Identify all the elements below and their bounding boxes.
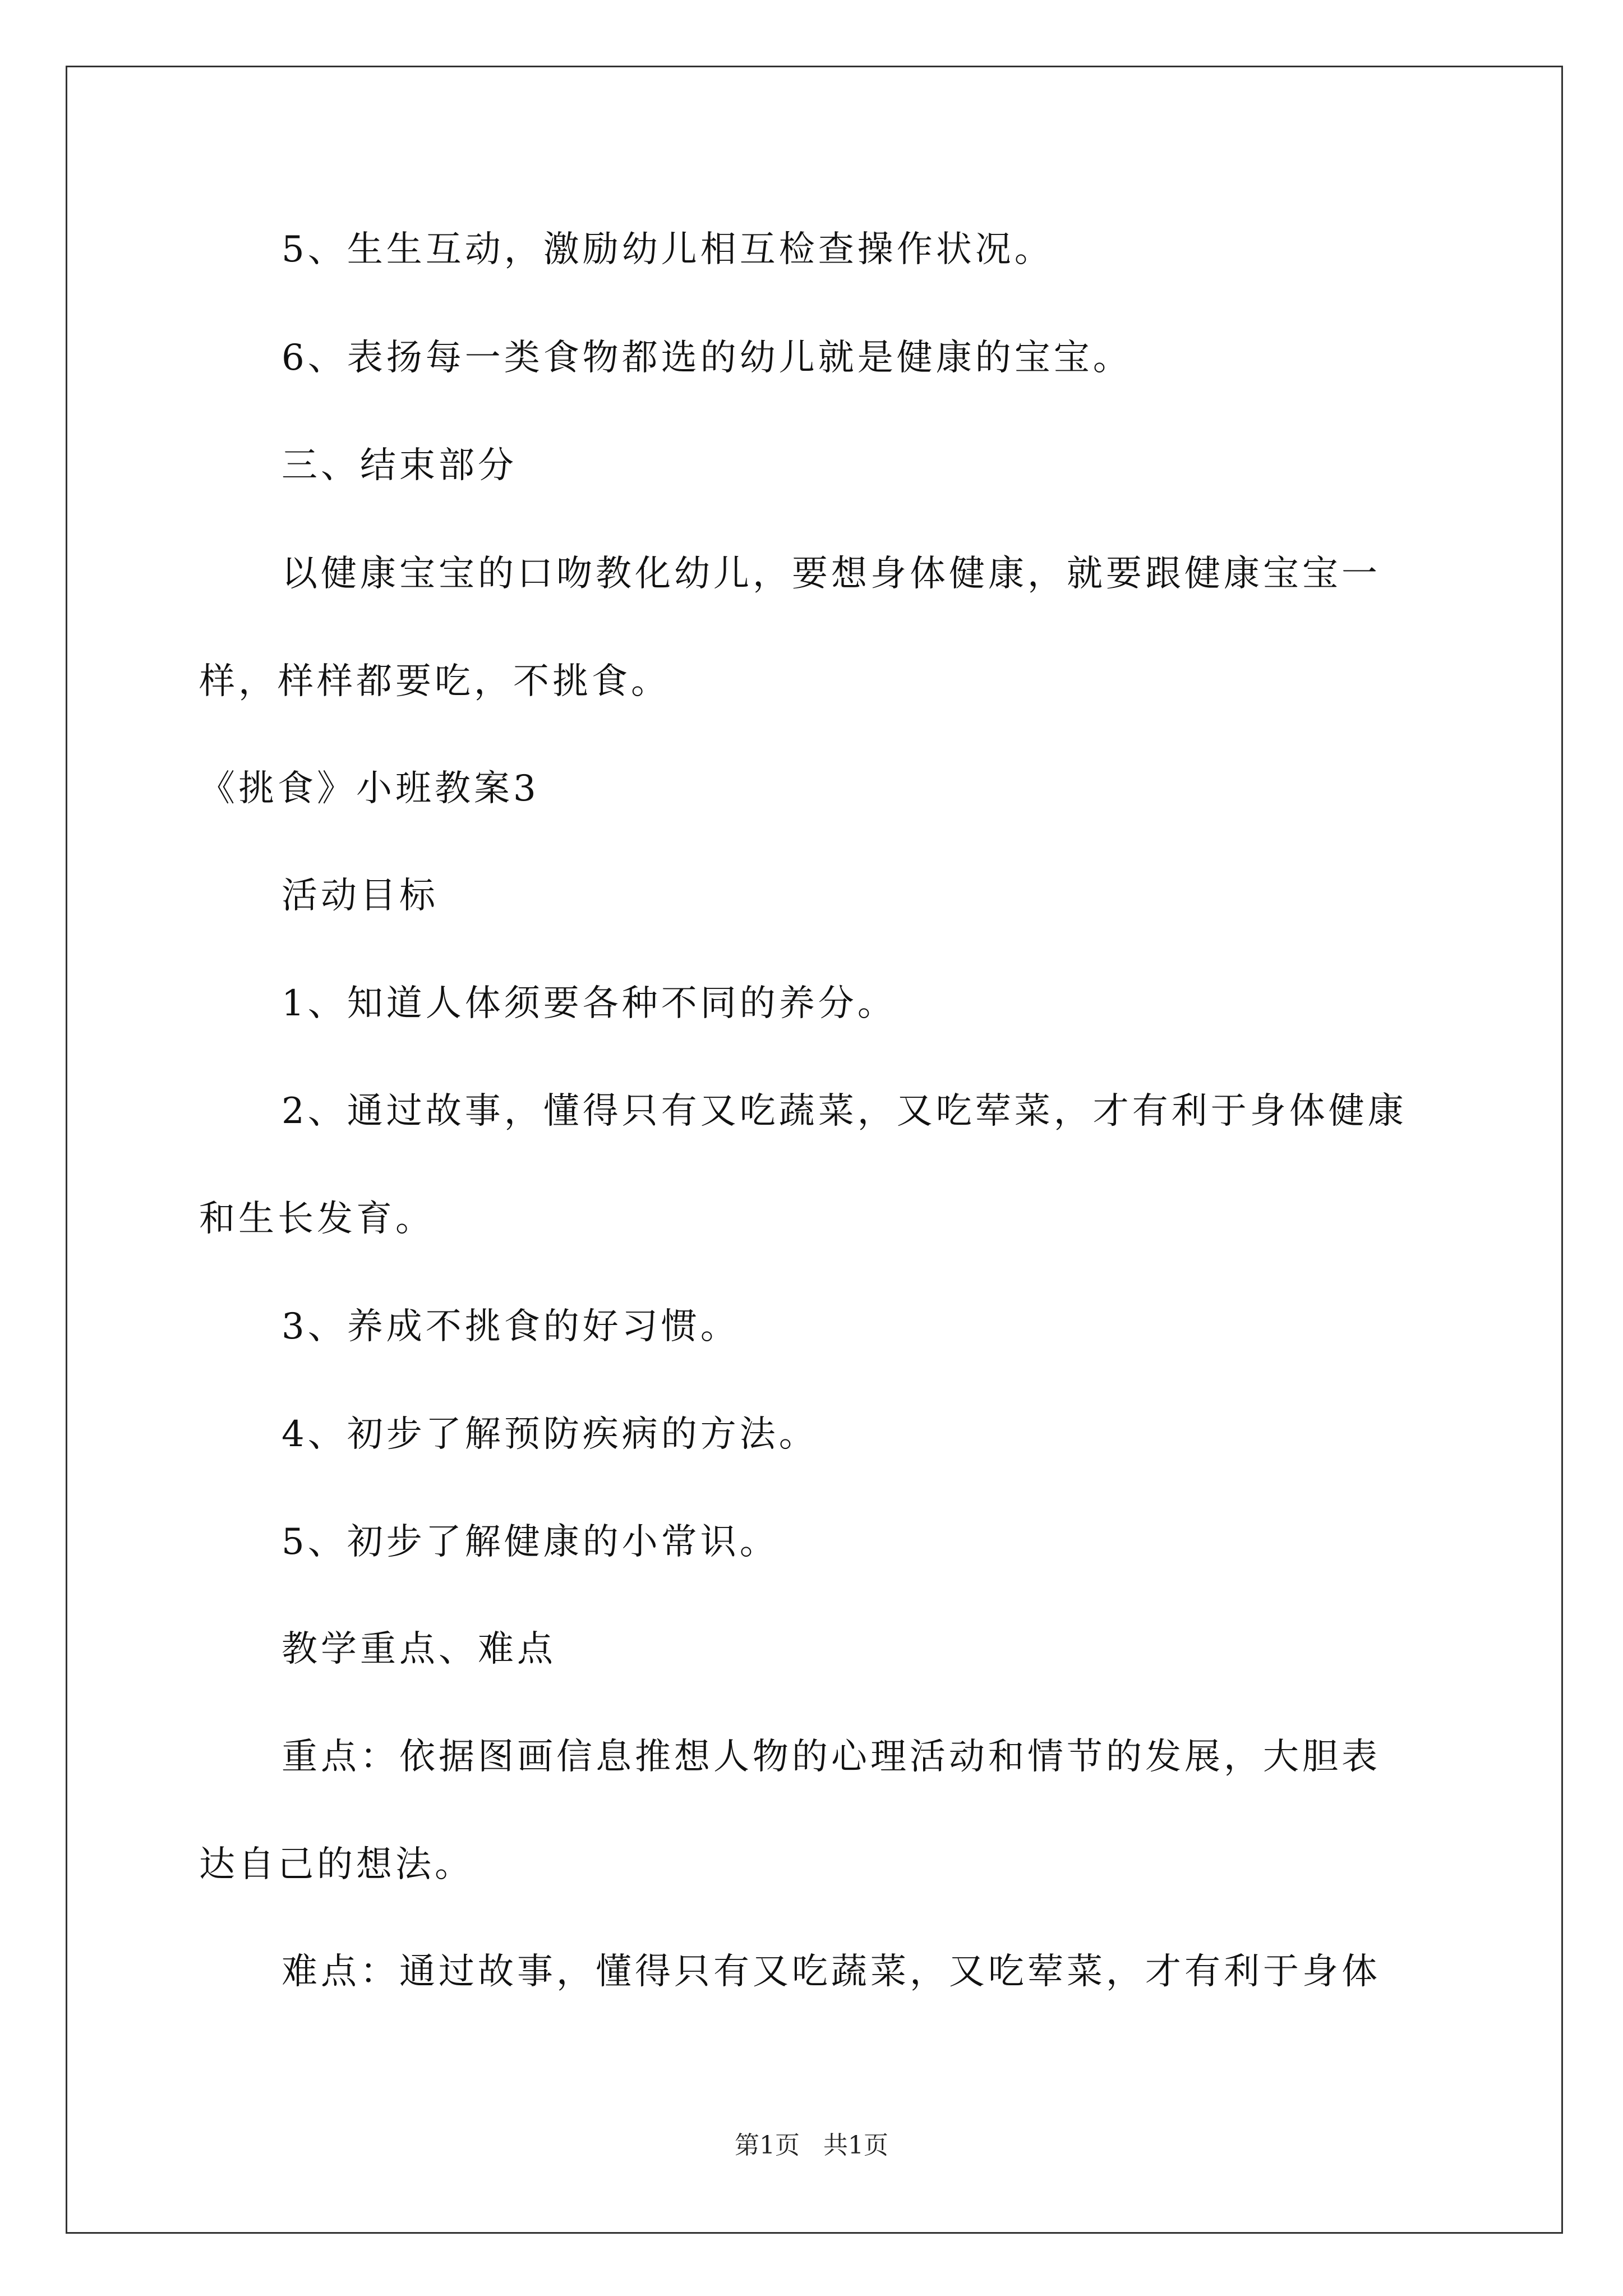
paragraph-line: 5、初步了解健康的小常识。: [282, 1521, 779, 1563]
paragraph-line: 5、生生互动，激励幼儿相互检查操作状况。: [282, 229, 1054, 270]
paragraph-line: 4、初步了解预防疾病的方法。: [282, 1414, 818, 1455]
document-title: 《挑食》小班教案3: [199, 768, 540, 809]
page-total: 共1页: [823, 2131, 888, 2160]
page-number: 第1页: [735, 2131, 800, 2160]
paragraph-line: 和生长发育。: [199, 1198, 435, 1240]
section-heading: 三、结束部分: [282, 445, 517, 486]
paragraph-line: 以健康宝宝的口吻教化幼儿，要想身体健康，就要跟健康宝宝一: [282, 553, 1381, 595]
paragraph-line: 重点：依据图画信息推想人物的心理活动和情节的发展，大胆表: [282, 1736, 1381, 1778]
page-border: [66, 66, 1563, 2234]
paragraph-line: 3、养成不挑食的好习惯。: [282, 1306, 740, 1347]
section-heading: 活动目标: [282, 875, 439, 917]
paragraph-line: 1、知道人体须要各种不同的养分。: [282, 983, 897, 1024]
paragraph-line: 6、表扬每一类食物都选的幼儿就是健康的宝宝。: [282, 337, 1132, 379]
paragraph-line: 达自己的想法。: [199, 1844, 474, 1885]
paragraph-line: 难点：通过故事，懂得只有又吃蔬菜，又吃荤菜，才有利于身体: [282, 1951, 1381, 1993]
page-footer: [0, 2129, 1623, 2162]
section-heading: 教学重点、难点: [282, 1628, 556, 1670]
paragraph-line: 样，样样都要吃，不挑食。: [199, 661, 670, 702]
paragraph-line: 2、通过故事，懂得只有又吃蔬菜，又吃荤菜，才有利于身体健康: [282, 1091, 1407, 1132]
